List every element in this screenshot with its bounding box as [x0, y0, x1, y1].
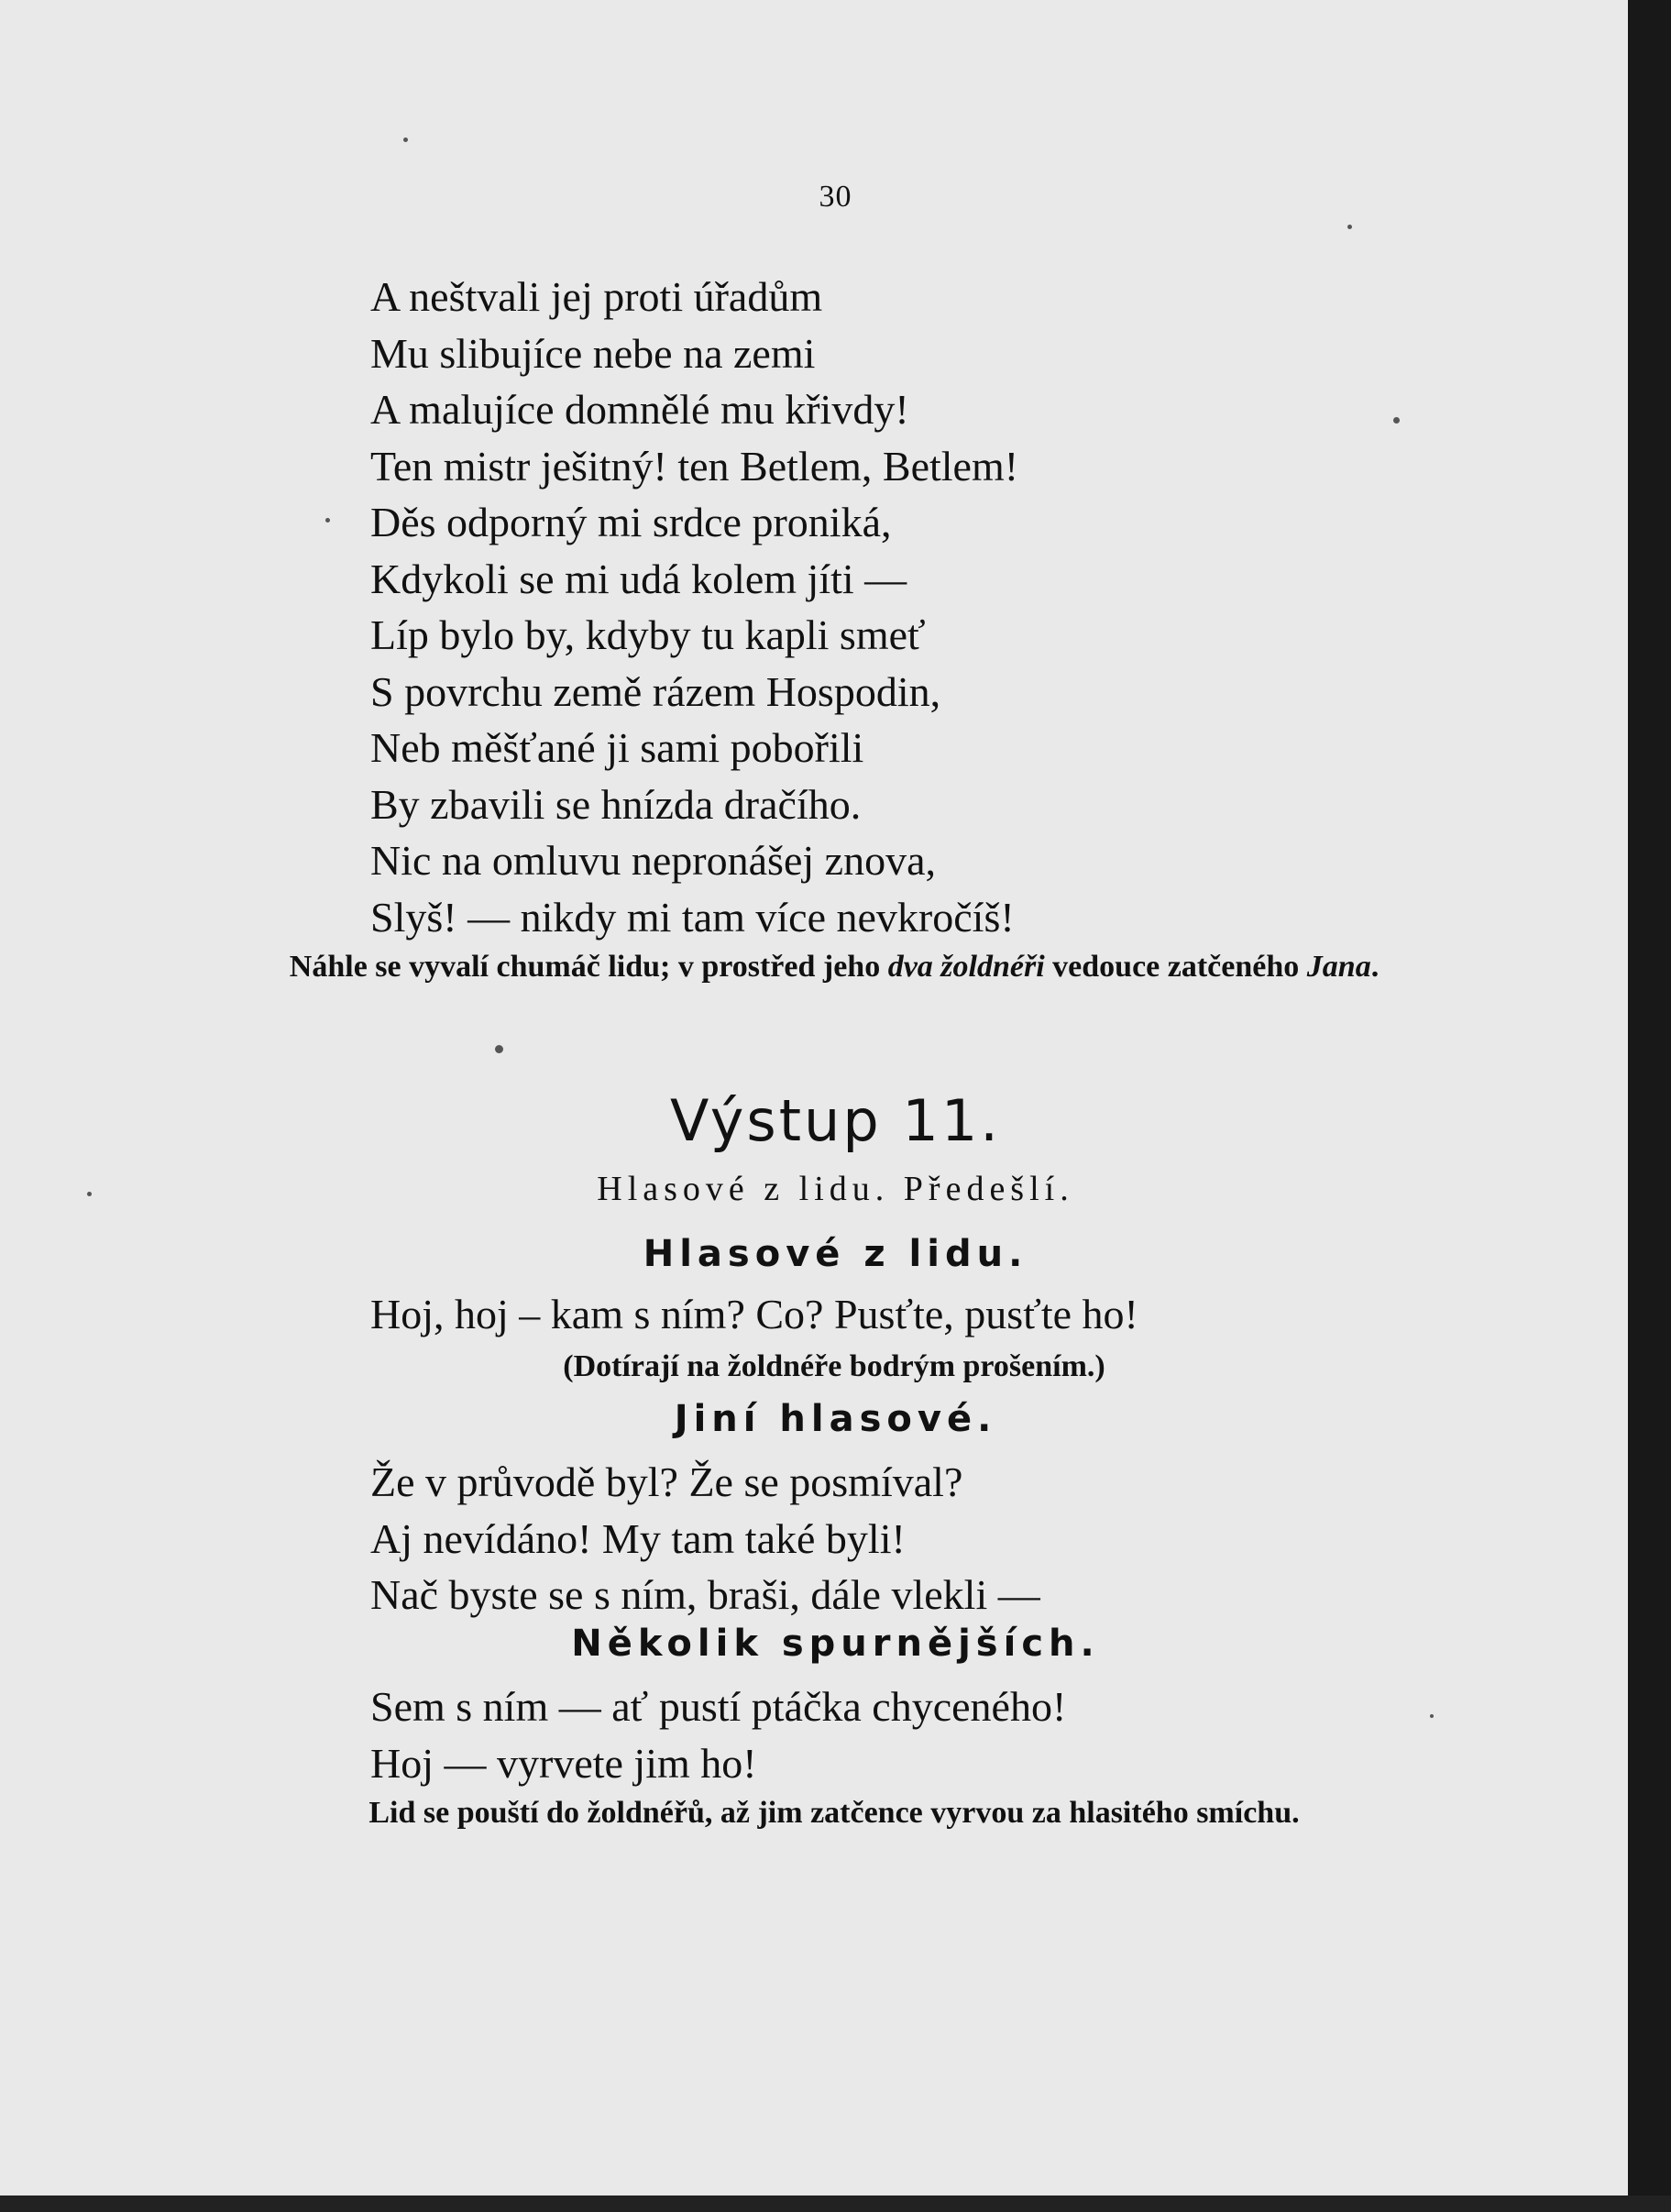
paper-speck: [495, 1045, 503, 1053]
verse-line: By zbavili se hnízda dračího.: [370, 780, 862, 828]
verse-line: S povrchu země rázem Hospodin,: [370, 667, 941, 715]
verse-line: Hoj, hoj – kam s ním? Co? Pusťte, pusťte ho!: [370, 1291, 1138, 1337]
paper-speck: [1430, 1714, 1434, 1718]
verse-block-4: [370, 1678, 1066, 1791]
stage-direction-1: [257, 944, 1412, 990]
verse-line: Děs odporný mi srdce proniká,: [370, 499, 892, 545]
verse-block-2: [370, 1286, 1138, 1343]
speaker-heading-3: Několik spurnějších.: [571, 1623, 1100, 1665]
verse-line: Sem s ním — ať pustí ptáčka chyceného!: [370, 1683, 1067, 1730]
paper-speck: [1347, 225, 1352, 229]
paper-speck: [403, 138, 408, 142]
stage-direction-text: vedouce zatčeného: [1044, 950, 1307, 984]
verse-line: Nic na omluvu nepronášej znova,: [370, 837, 936, 884]
stage-direction-text: .: [1370, 950, 1380, 984]
verse-line: Aj nevídáno! My tam také byli!: [370, 1514, 906, 1562]
verse-line: Líp bylo by, kdyby tu kapli smeť: [370, 611, 926, 658]
verse-block-3: [370, 1454, 1040, 1623]
verse-block-1: [370, 269, 1018, 945]
verse-line: Neb měšťané ji sami pobořili: [370, 724, 864, 771]
verse-line: Nač byste se s ním, braši, dále vlekli —: [370, 1571, 1040, 1618]
speaker-heading-2: Jiní hlasové.: [674, 1398, 997, 1440]
page-number: 30: [819, 180, 852, 214]
verse-line: Mu slibujíce nebe na zemi: [370, 329, 816, 377]
stage-direction-2: (Dotírají na žoldnéře bodrým prošením.): [563, 1349, 1105, 1383]
verse-line: Hoj — vyrvete jim ho!: [370, 1739, 757, 1787]
scene-title: Výstup 11.: [669, 1087, 1001, 1154]
verse-line: Ten mistr ješitný! ten Betlem, Betlem!: [370, 442, 1019, 490]
verse-line: A malujíce domnělé mu křivdy!: [370, 386, 909, 433]
paper-speck: [325, 518, 330, 523]
stage-direction-3: Lid se pouští do žoldnéřů, až jim zatčence vyrvou za hlasitého smíchu.: [368, 1796, 1300, 1830]
cast-list: Hlasové z lidu. Předešlí.: [597, 1170, 1074, 1208]
paper-speck: [1393, 417, 1400, 424]
verse-line: Slyš! — nikdy mi tam více nevkročíš!: [370, 893, 1015, 941]
verse-line: Že v průvodě byl? Že se posmíval?: [370, 1458, 963, 1505]
speaker-heading-1: Hlasové z lidu.: [643, 1233, 1028, 1275]
stage-direction-italic: Jana: [1306, 950, 1371, 984]
verse-line: Kdykoli se mi udá kolem jíti —: [370, 555, 907, 602]
page-bottom-shadow: [0, 2195, 1671, 2212]
page-edge-shadow: [1628, 0, 1671, 2212]
stage-direction-text: Náhle se vyvalí chumáč lidu; v prostřed jeho: [289, 950, 888, 984]
verse-line: A neštvali jej proti úřadům: [370, 273, 823, 320]
stage-direction-italic: dva žoldnéři: [887, 950, 1045, 984]
